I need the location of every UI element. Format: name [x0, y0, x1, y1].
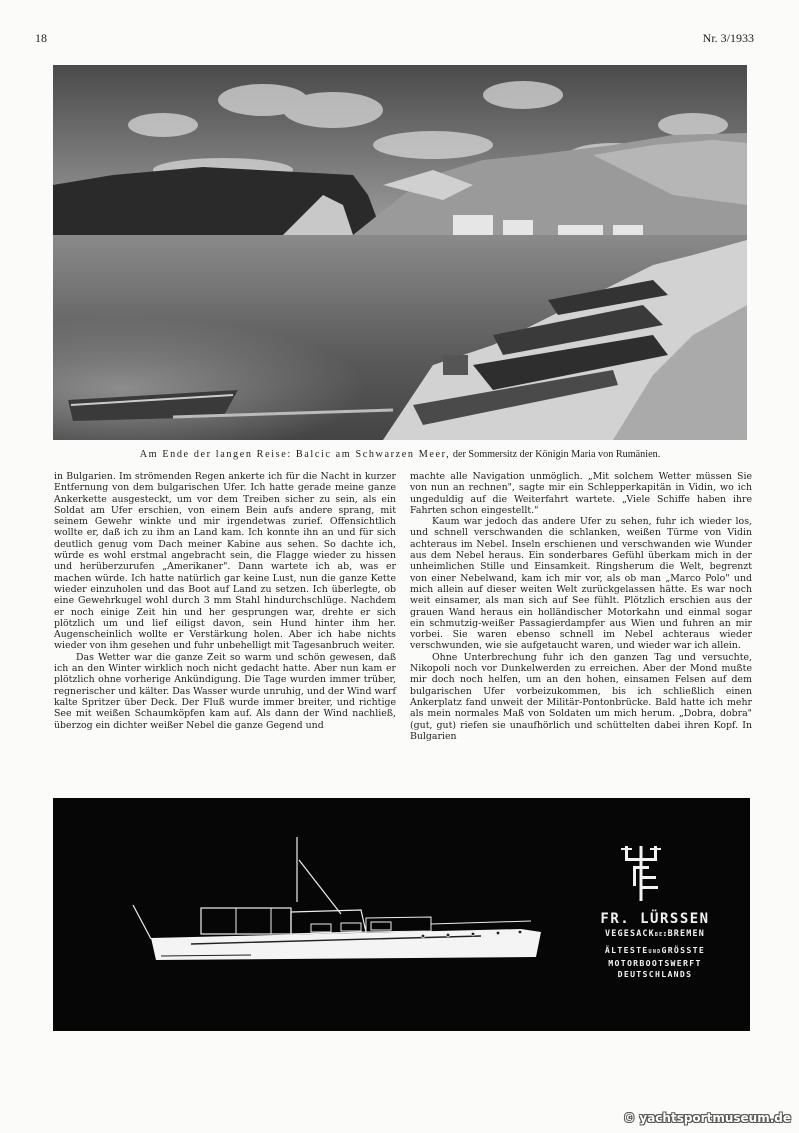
photo-caption	[53, 449, 747, 460]
paragraph: Kaum war jedoch das andere Ufer zu sehen, fuhr ich wieder los, und schnell verschwanden die schlanken, weißen Türme von Vidin achteraus im Nebel. Inseln erschienen und verschwanden wie Wunder aus dem Nebel heraus. Ein sonderbares Gefühl überkam mich in der unheimlichen Stille und Einsamkeit. Ringsherum die Welt, begrenzt von einer Nebelwand, kam ich mir vor, als ob man „Marco Polo" und mich allein auf dieser weiten Welt zurückgelassen hätte. Es war noch weit einsamer, als man sich auf See fühlt. Plötzlich erschien aus der grauen Wand heraus ein holländischer Motorkahn und einmal sogar ein schmutzig-weißer Passagierdampfer aus Wien und fuhren an mir vorbei. Sie waren ebenso schnell im Nebel achteraus wieder verschwunden, wie sie aufgetaucht waren, und wieder war ich allein.	[410, 516, 752, 652]
tagline	[585, 945, 725, 980]
balcic-photo	[53, 65, 747, 440]
paragraph: Das Wetter war die ganze Zeit so warm und schön gewesen, daß ich an den Winter wirklich noch nicht gedacht hatte. Aber nun kam er plötzlich ohne vorherige Ankündigung. Die Tage wurden immer trüber, regnerischer und kälter. Das Wasser wurde unruhig, und der Wind warf kalte Spritzer über Deck. Der Fluß wurde immer breiter, und richtige See mit weißen Schaumköpfen kam auf. Als dann der Wind nachließ, überzog ein dichter weißer Nebel die ganze Gegend und	[54, 651, 396, 731]
luerssen-brand-block	[585, 911, 725, 980]
location-city: BREMEN	[667, 928, 706, 938]
page-number: 18	[35, 31, 47, 45]
issue-number: Nr. 3/1933	[702, 31, 754, 45]
tagline-line-3: DEUTSCHLANDS	[617, 969, 693, 979]
tagline-oldest: ÄLTESTE	[604, 945, 649, 955]
company-name: FR. LÜRSSEN	[600, 911, 710, 927]
location-town: VEGESACK	[604, 928, 655, 938]
luerssen-advertisement	[53, 798, 750, 1031]
tagline-line-1	[585, 945, 725, 958]
article-column-right	[410, 471, 752, 742]
tagline-und: UND	[648, 949, 662, 955]
company-location	[585, 928, 725, 941]
article-column-left	[54, 471, 396, 731]
balcic-harbor-image	[53, 65, 747, 440]
caption-title: Am Ende der langen Reise: Balcic am Schwarzen Meer,	[139, 449, 451, 460]
tagline-line-2: MOTORBOOTSWERFT	[608, 958, 702, 968]
copyright-watermark: © yachtsportmuseum.de	[623, 1111, 791, 1125]
caption-rest: der Sommersitz der Königin Maria von Rumänien.	[450, 449, 661, 460]
motor-yacht-drawing	[131, 832, 541, 962]
paragraph: machte alle Navigation unmöglich. „Mit solchem Wetter müssen Sie von nun an rechnen", sagte mir ein Schlepperkapitän in Vidin, wo ich ungeduldig auf die Weiterfahrt wartete. „Viele Schiffe haben ihre Fahrten schon eingestellt."	[410, 471, 752, 516]
paragraph: in Bulgarien. Im strömenden Regen ankerte ich für die Nacht in kurzer Entfernung von dem bulgarischen Ufer. Ich hatte gerade meine ganze Ankerkette ausgesteckt, um vor dem Treiben sicher zu sein, als ein Soldat am Ufer erschien, von einem Bein aufs andere sprang, mit seinem Gewehr winkte und mir irgendetwas zurief. Offensichtlich wollte er, daß ich zu ihm an Land kam. Ich konnte ihn an und für sich deutlich genug vom Dach meiner Kabine aus sehen. So dachte ich, würde es wohl erstmal angebracht sein, die Flagge wieder zu hissen und herüberzurufen „Amerikaner". Dann wartete ich ab, was er machen würde. Ich hatte natürlich gar keine Lust, nun die ganze Kette wieder einzuholen und das Boot auf Land zu setzen. Ich überlegte, ob eine Gewehrkugel wohl durch 3 mm Stahl hindurchschlüge. Nachdem er noch einige Zeit hin und her gesprungen war, drehte er sich plötzlich um und lief eiligst davon, sein Hund hinter ihm her. Augenscheinlich wollte er Verstärkung holen. Aber ich habe nichts wieder von ihm gesehen und fuhr unbehelligt mit Tagesanbruch weiter.	[54, 471, 396, 652]
tagline-largest: GRÖSSTE	[661, 945, 706, 955]
trident-fl-monogram-icon	[621, 846, 661, 901]
location-bei: BEI	[654, 932, 668, 938]
paragraph: Ohne Unterbrechung fuhr ich den ganzen Tag und versuchte, Nikopoli noch vor Dunkelwerden zu erreichen. Aber der Mond mußte mir doch noch helfen, um an den hohen, einsamen Felsen auf dem bulgarischen Ufer vorbeizukommen, bis ich schließlich einen Ankerplatz fand unweit der Militär-Pontonbrücke. Bald hatte ich mehr als mein normales Maß von Soldaten um mich herum. „Dobra, dobra" (gut, gut) riefen sie unaufhörlich und schüttelten dabei ihren Kopf. In Bulgarien	[410, 651, 752, 742]
